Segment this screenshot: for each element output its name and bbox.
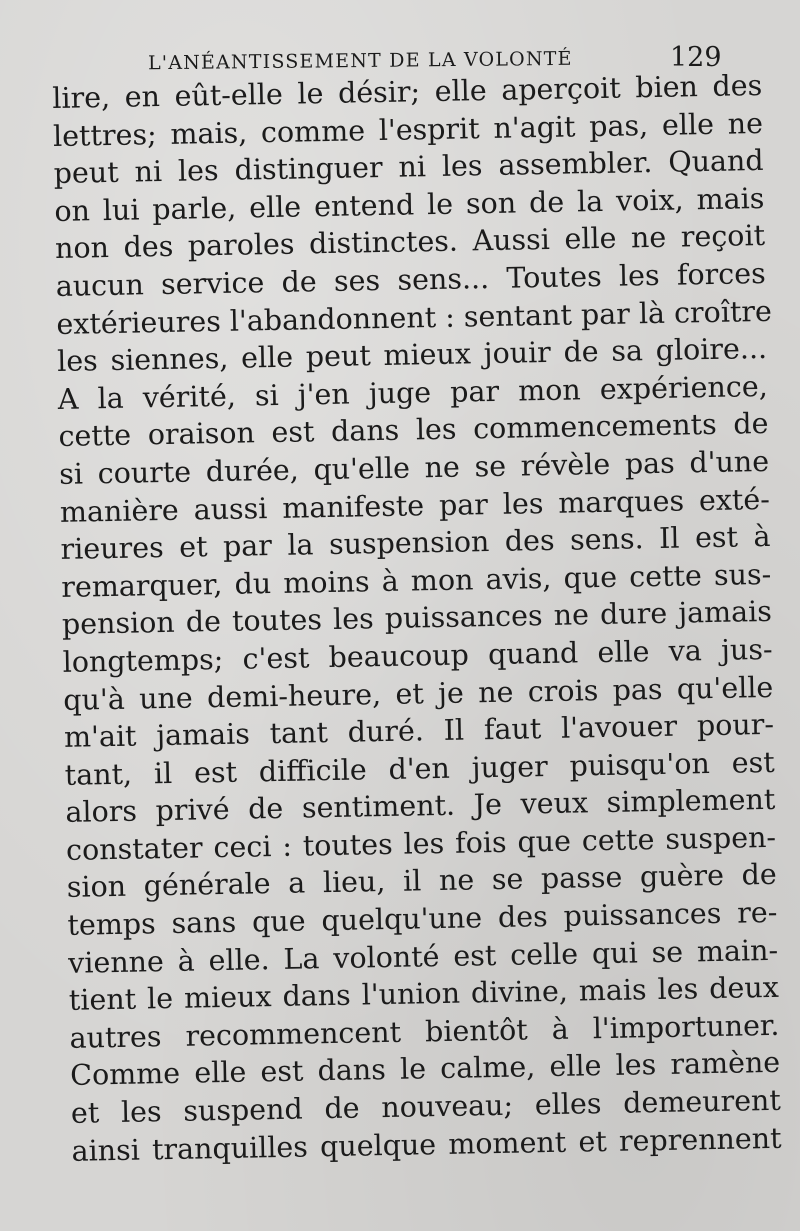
text-line: lettres; mais, comme l'esprit n'agit pas, elle ne xyxy=(52,106,764,153)
text-line: aucun service de ses sens... Toutes les forces xyxy=(55,256,766,303)
text-line: les siennes, elle peut mieux jouir de sa gloire... xyxy=(56,332,768,379)
text-line: cette oraison est dans les commencements de xyxy=(58,407,769,454)
text-line: ainsi tranquilles quelque moment et reprennent xyxy=(71,1121,782,1168)
text-line: tant, il est difficile d'en juger puisqu'on est xyxy=(64,745,775,792)
text-line: non des paroles distinctes. Aussi elle ne reçoit xyxy=(54,219,766,266)
text-line: lire, en eût-elle le désir; elle aperçoit bien des xyxy=(52,68,763,115)
text-line: qu'à une demi-heure, et je ne crois pas qu'elle xyxy=(63,670,774,717)
body-text xyxy=(52,67,782,1170)
text-line: rieures et par la suspension des sens. Il est à xyxy=(60,520,771,567)
text-line: pension de toutes les puissances ne dure jamais xyxy=(61,595,773,642)
text-line: temps sans que quelqu'une des puissances re- xyxy=(67,895,778,942)
text-line: sion générale a lieu, il ne se passe guère de xyxy=(66,858,777,905)
text-line: longtemps; c'est beaucoup quand elle va jus- xyxy=(62,632,773,679)
text-line: constater ceci : toutes les fois que cette suspen- xyxy=(65,820,777,867)
text-line: on lui parle, elle entend le son de la voix, mais xyxy=(54,181,765,228)
text-line: autres recommencent bientôt à l'importuner. xyxy=(69,1008,780,1055)
text-line: et les suspend de nouveau; elles demeurent xyxy=(70,1083,782,1130)
text-line: si courte durée, qu'elle ne se révèle pas d'une xyxy=(58,444,770,491)
page-number: 129 xyxy=(670,42,722,73)
text-line: Comme elle est dans le calme, elle les ramène xyxy=(69,1046,781,1093)
text-line: extérieures l'abandonnent : sentant par là croître xyxy=(56,294,773,341)
text-line: manière aussi manifeste par les marques exté- xyxy=(59,482,771,529)
text-line: vienne à elle. La volonté est celle qui se main- xyxy=(67,933,779,980)
text-line: alors privé de sentiment. Je veux simplement xyxy=(65,783,776,830)
running-title: L'ANÉANTISSEMENT DE LA VOLONTÉ xyxy=(147,47,573,75)
text-line: peut ni les distinguer ni les assembler. Quand xyxy=(53,144,764,191)
text-line: A la vérité, si j'en juge par mon expérience, xyxy=(57,369,769,416)
text-line: m'ait jamais tant duré. Il faut l'avouer pour- xyxy=(63,707,775,754)
text-line: tient le mieux dans l'union divine, mais les deux xyxy=(68,971,780,1018)
text-line: remarquer, du moins à mon avis, que cette sus- xyxy=(60,557,772,604)
